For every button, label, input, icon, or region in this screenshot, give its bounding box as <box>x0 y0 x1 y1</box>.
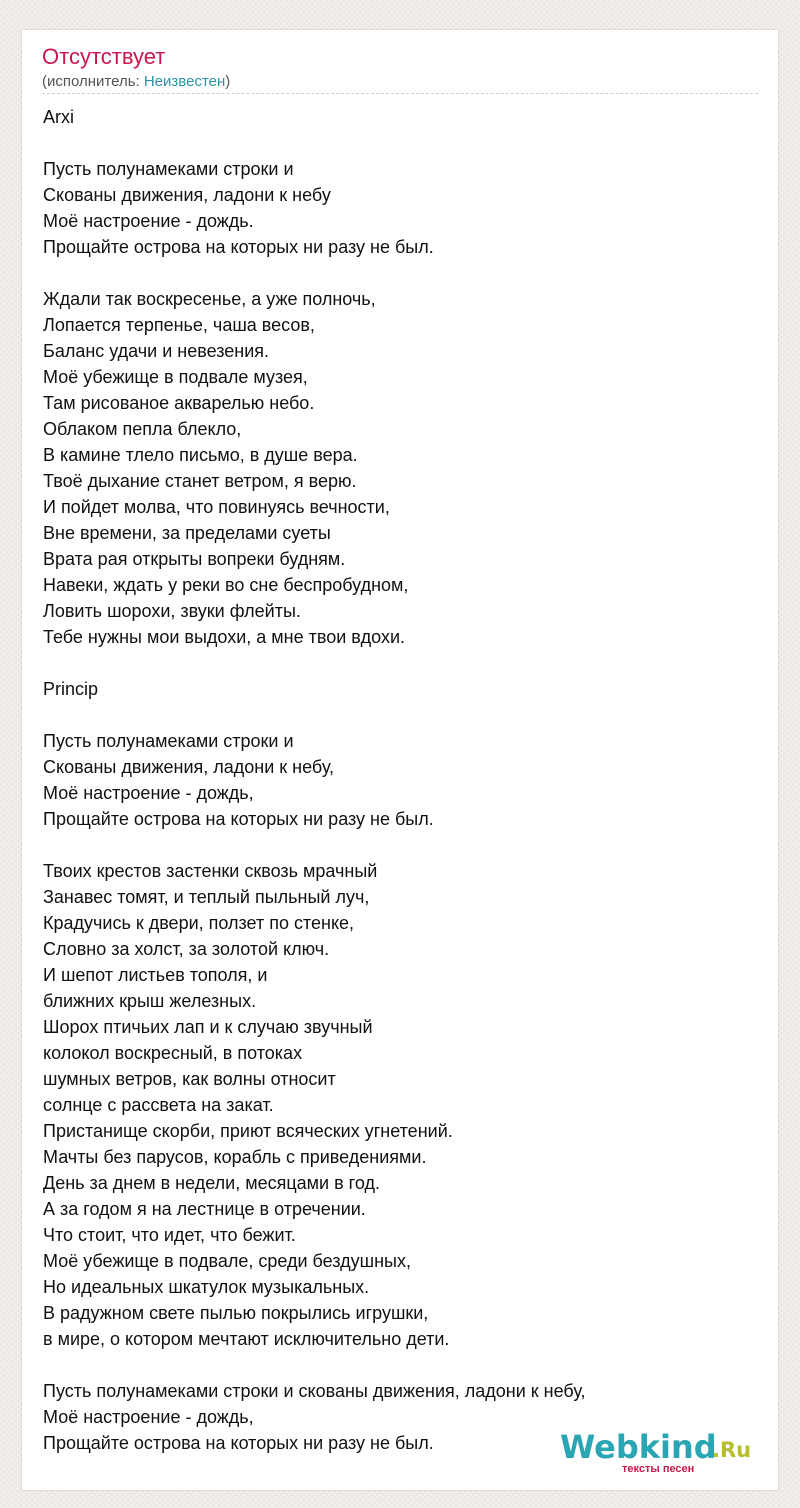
webkind-logo[interactable] <box>560 1429 750 1477</box>
dashed-divider <box>42 93 758 94</box>
artist-suffix: ) <box>225 73 231 90</box>
lyrics-text: Arxi Пусть полунамеками строки и Скованы движения, ладони к небу Моё настроение - дождь. Прощайте острова на которых ни разу не был. Ждали так воскресенье, а уже полночь, Лопается терпенье, чаша весов, Баланс удачи и невезения. Моё убежище в подвале музея, Там рисованое акварелью небо. Облаком пепла блекло, В камине тлело письмо, в душе вера. Твоё дыхание станет ветром, я верю. И пойдет молва, что повинуясь вечности, Вне времени, за пределами суеты Врата рая открыты вопреки будням. Навеки, ждать у реки во сне беспробудном, Ловить шорохи, звуки флейты. Тебе нужны мои выдохи, а мне твои вдохи. Princip Пусть полунамеками строки и Скованы движения, ладони к небу, Моё настроение - дождь, Прощайте острова на которых ни разу не был. Твоих крестов застенки сквозь мрачный Занавес томят, и теплый пыльный луч, Крадучись к двери, ползет по стенке, Словно за холст, за золотой ключ. И шепот листьев тополя, и ближних крыш железных. Шорох птичьих лап и к случаю звучный колокол воскресный, в потоках шумных ветров, как волны относит солнце с рассвета на закат. Пристанище скорби, приют всяческих угнетений. Мачты без парусов, корабль с приведениями. День за днем в недели, месяцами в год. А за годом я на лестнице в отречении. Что стоит, что идет, что бежит. Моё убежище в подвале, среди бездушных, Но идеальных шкатулок музыкальных. В радужном свете пылью покрылись игрушки, в мире, о котором мечтают исключительно дети. Пусть полунамеками строки и скованы движения, ладони к небу, Моё настроение - дождь, Прощайте острова на которых ни разу не был. <box>43 107 586 1453</box>
song-title: Отсутствует <box>42 44 166 69</box>
lyrics-card <box>22 30 778 1490</box>
artist-link[interactable]: Неизвестен <box>143 73 226 90</box>
artist-prefix: (исполнитель: <box>42 73 144 90</box>
logo-ru-text: .Ru <box>712 1438 752 1462</box>
logo-tagline: тексты песен <box>622 1463 695 1475</box>
logo-main-text: Webkind <box>560 1428 717 1466</box>
artist-line <box>42 72 230 92</box>
